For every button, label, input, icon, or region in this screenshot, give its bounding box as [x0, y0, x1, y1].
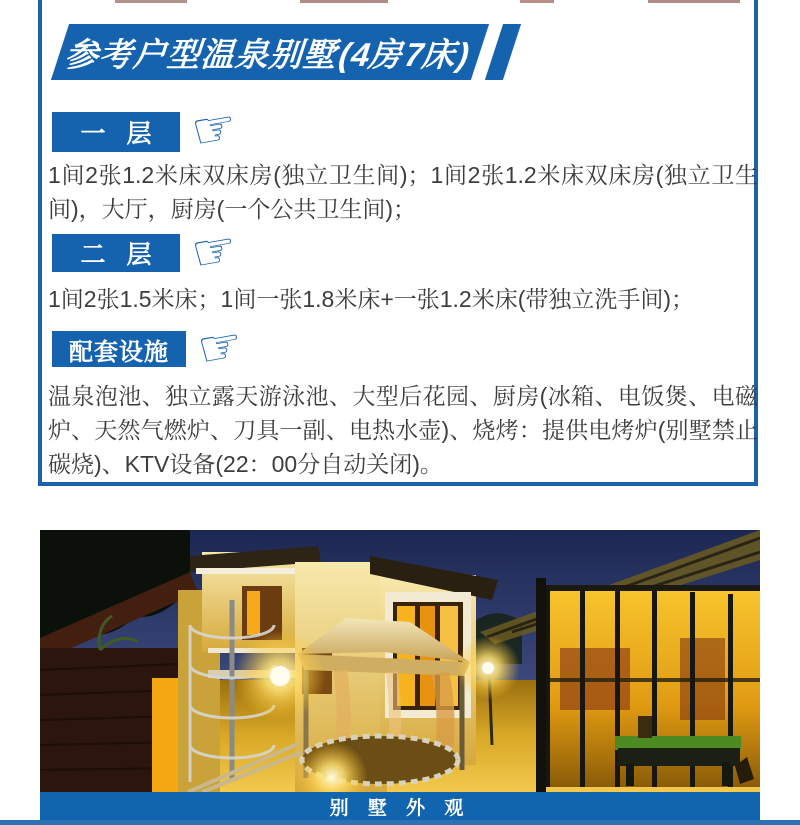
facilities-badge: 配套设施 [52, 331, 186, 367]
floor1-badge: 一 层 [52, 112, 180, 152]
villa-photo [40, 530, 760, 792]
pointing-hand-icon: ☞ [187, 219, 242, 283]
section-header-banner [51, 24, 489, 80]
cropped-text-remnant [115, 0, 187, 3]
floor1-description: 1间2张1.2米床双床房(独立卫生间)；1间2张1.2米床双床房(独立卫生间)，大厅，厨房(一个公共卫生间)； [48, 162, 758, 222]
photo-caption-text: 别 墅 外 观 [329, 797, 471, 819]
facilities-description: 温泉泡池、独立露天游泳池、大型后花园、厨房(冰箱、电饭煲、电磁炉、天然气燃炉、刀具一副、电热水壶)、烧烤：提供电烤炉(别墅禁止碳烧)、KTV设备(22：00分自动关闭)。 [48, 383, 758, 477]
pointing-hand-icon: ☞ [193, 315, 248, 379]
floor2-description: 1间2张1.5米床；1间一张1.8米床+一张1.2米床(带独立洗手间)； [48, 286, 695, 312]
next-section-strip [0, 820, 800, 825]
cropped-text-remnant [300, 0, 388, 3]
villa-night-photo-illustration [40, 530, 760, 792]
section-header-title: 参考户型温泉别墅(4房7床) [61, 35, 477, 73]
photo-caption-bar [40, 792, 760, 820]
cropped-text-remnant [520, 0, 554, 3]
cropped-text-remnant [648, 0, 740, 3]
pointing-hand-icon: ☞ [187, 97, 242, 161]
floor2-badge: 二 层 [52, 234, 180, 272]
